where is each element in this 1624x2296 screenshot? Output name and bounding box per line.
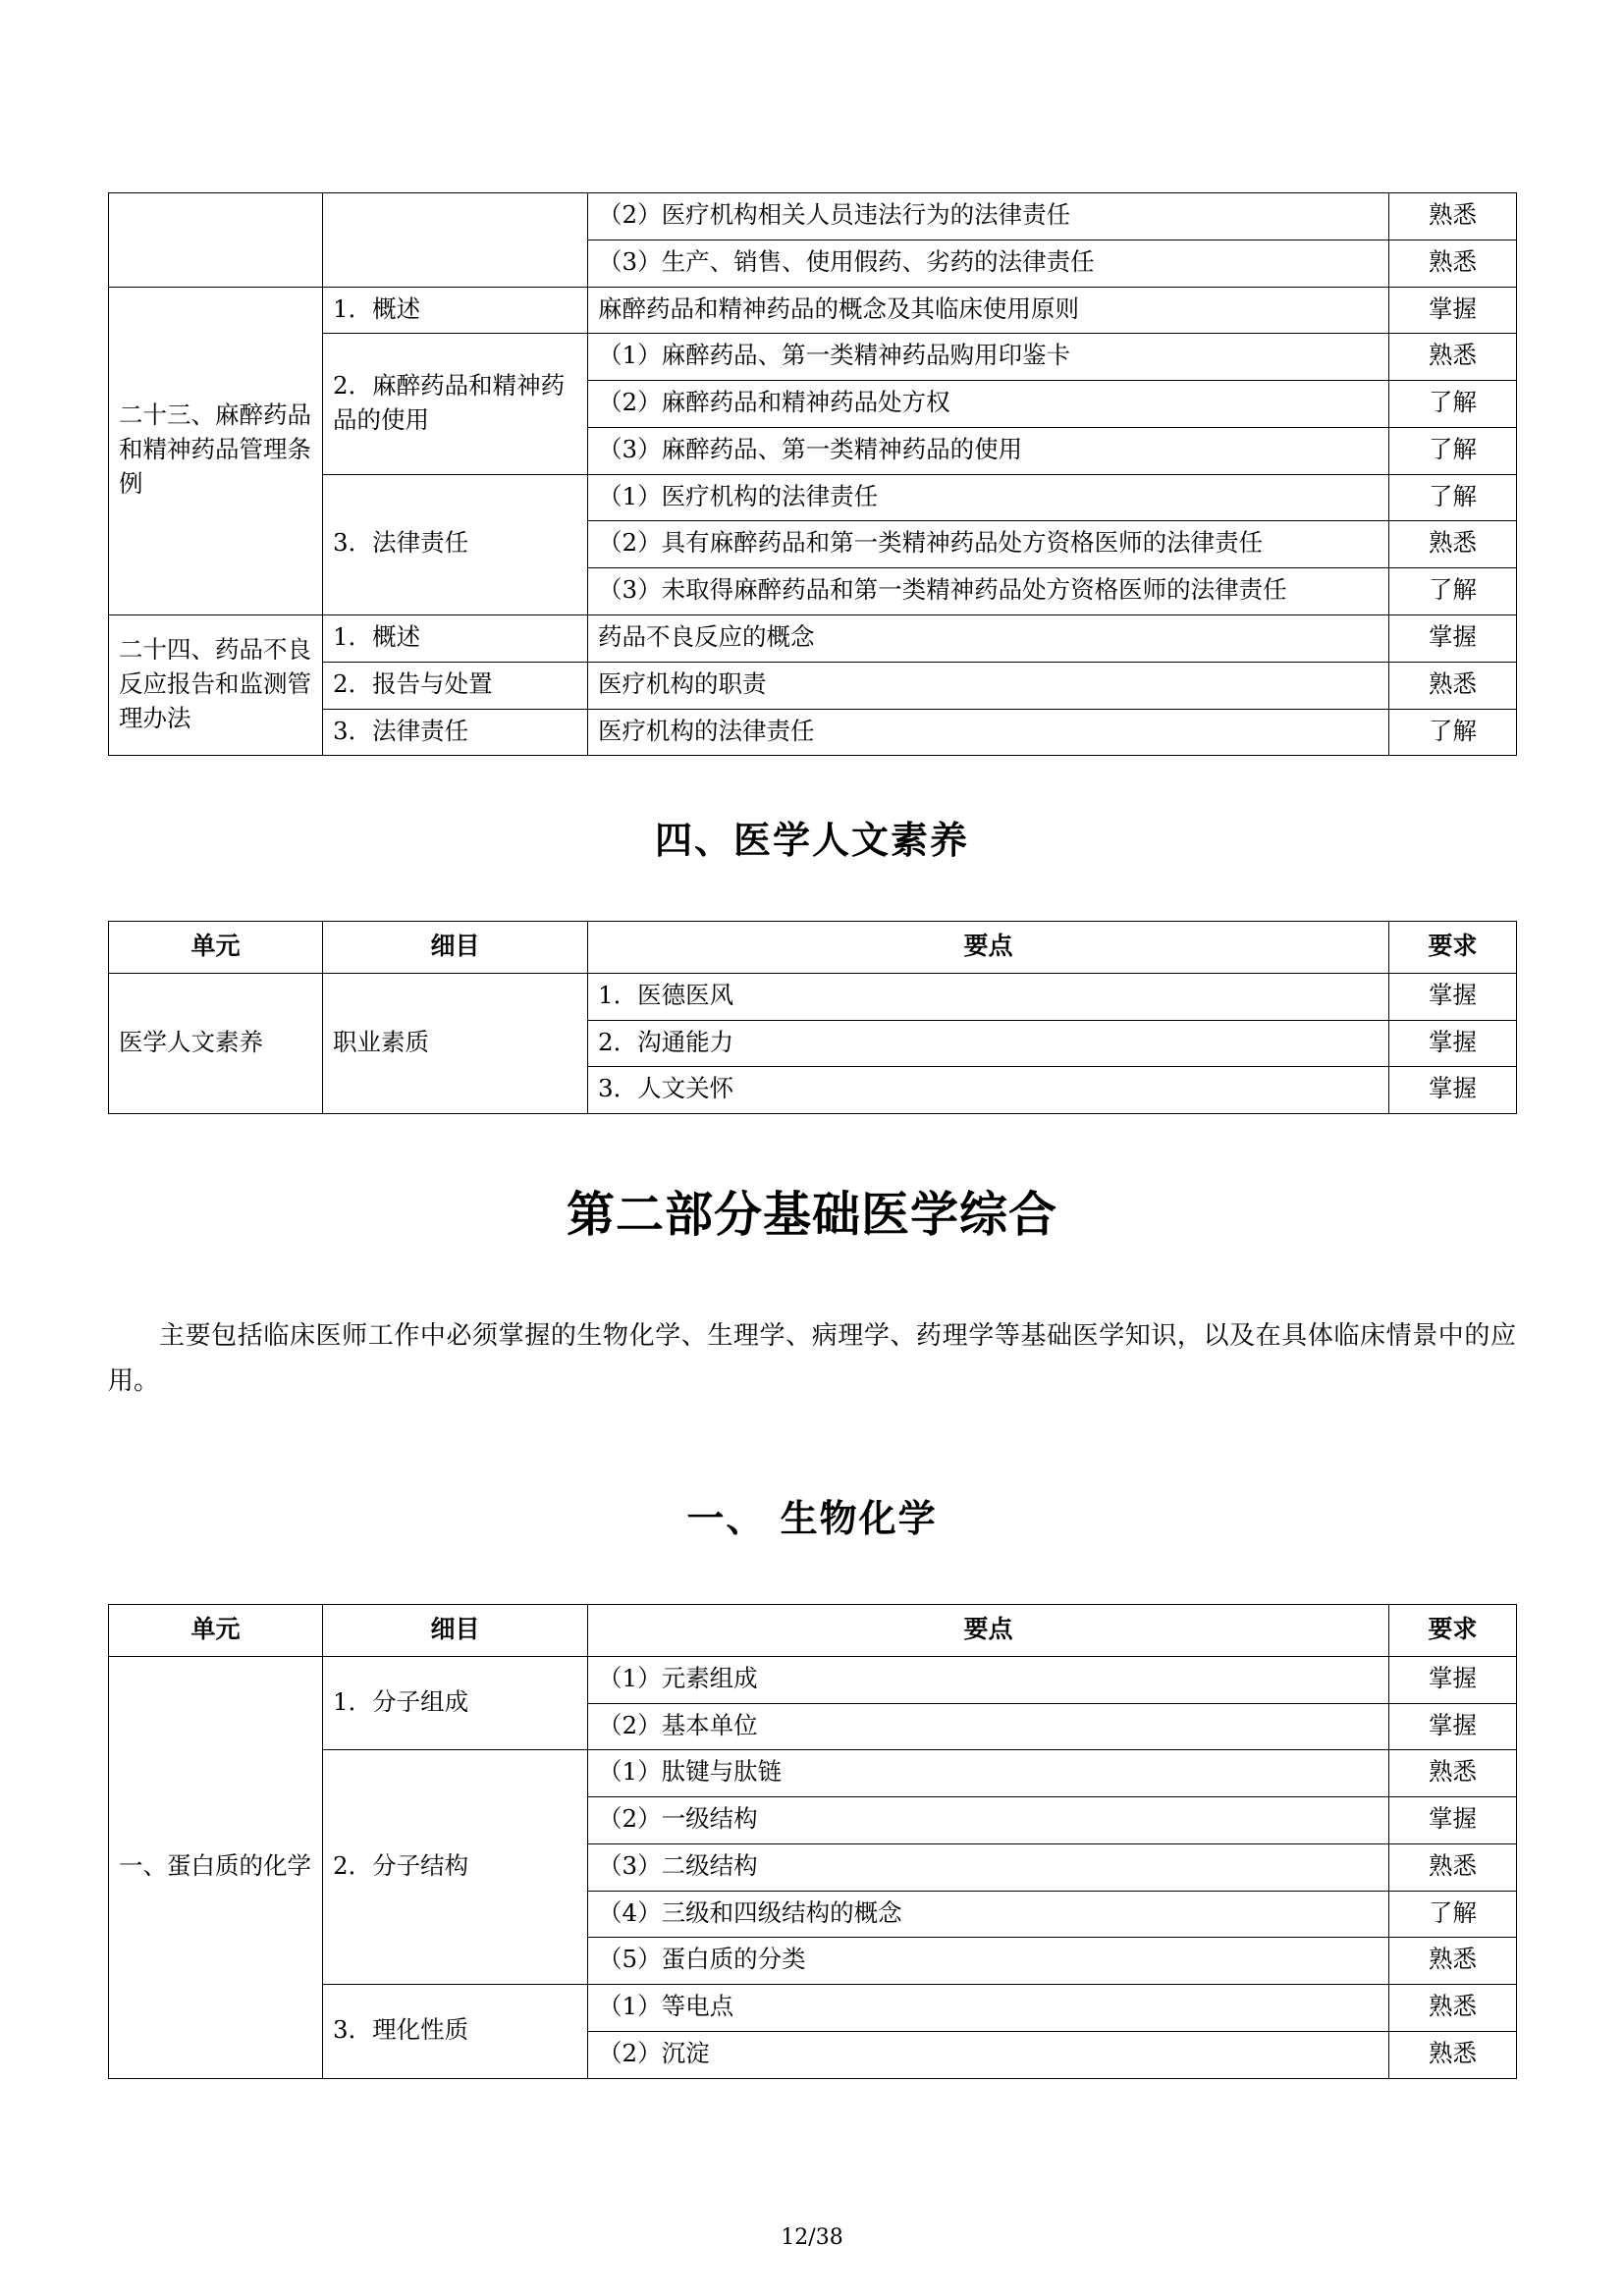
cell-point: （1）肽键与肽链 [588,1750,1389,1797]
spacer-after-biochem-heading [108,1542,1516,1604]
cell-unit-protein-chemistry: 一、蛋白质的化学 [109,1656,323,2078]
cell-requirement: 了解 [1389,1891,1517,1938]
cell-requirement: 熟悉 [1389,521,1517,568]
cell-point: 麻醉药品和精神药品的概念及其临床使用原则 [588,287,1389,334]
cell-detail-molecular-composition: 1．分子组成 [323,1656,588,1750]
table-row [109,193,1517,240]
top-spacer [108,0,1516,192]
spacer-before-biochem-heading [108,1404,1516,1488]
table-row [109,287,1517,334]
cell-point: （2）沉淀 [588,2031,1389,2078]
column-header-detail: 细目 [323,1605,588,1657]
table-row [109,1656,1517,1703]
cell-requirement: 熟悉 [1389,1843,1517,1891]
cell-requirement: 掌握 [1389,1656,1517,1703]
column-header-detail: 细目 [323,922,588,974]
column-header-unit: 单元 [109,922,323,974]
cell-point: （3）未取得麻醉药品和第一类精神药品处方资格医师的法律责任 [588,568,1389,615]
cell-detail-molecular-structure: 2．分子结构 [323,1750,588,1985]
cell-point: 1．医德医风 [588,973,1389,1020]
cell-requirement: 熟悉 [1389,662,1517,709]
syllabus-table-biochemistry [108,1604,1517,2079]
cell-point: （2）基本单位 [588,1703,1389,1750]
cell-detail-23-2: 2．麻醉药品和精神药品的使用 [323,334,588,474]
cell-requirement: 了解 [1389,427,1517,474]
column-header-unit: 单元 [109,1605,323,1657]
cell-requirement: 掌握 [1389,1703,1517,1750]
section-heading-biochemistry: 一、 生物化学 [686,1497,938,1541]
cell-requirement: 掌握 [1389,287,1517,334]
cell-requirement: 了解 [1389,474,1517,521]
cell-detail-empty [323,193,588,288]
cell-point: （5）蛋白质的分类 [588,1938,1389,1985]
cell-point: 医疗机构的法律责任 [588,709,1389,756]
cell-point: 药品不良反应的概念 [588,615,1389,663]
cell-point: （2）一级结构 [588,1797,1389,1844]
table-header-row [109,1605,1517,1657]
cell-point: （1）等电点 [588,1985,1389,2032]
part-two-intro-paragraph: 主要包括临床医师工作中必须掌握的生物化学、生理学、病理学、药理学等基础医学知识，以及在具体临床情景中的应用。 [108,1321,1516,1396]
column-header-point: 要点 [588,922,1389,974]
cell-requirement: 熟悉 [1389,1750,1517,1797]
cell-unit-empty [109,193,323,288]
cell-point: （2）麻醉药品和精神药品处方权 [588,381,1389,428]
cell-point: （3）二级结构 [588,1843,1389,1891]
cell-requirement: 掌握 [1389,1067,1517,1114]
table-row [109,615,1517,663]
cell-requirement: 了解 [1389,568,1517,615]
cell-unit-23: 二十三、麻醉药品和精神药品管理条例 [109,287,323,614]
cell-requirement: 掌握 [1389,1020,1517,1067]
cell-requirement: 了解 [1389,709,1517,756]
spacer-before-humanities-heading [108,756,1516,810]
column-header-point: 要点 [588,1605,1389,1657]
cell-point: （3）生产、销售、使用假药、劣药的法律责任 [588,240,1389,287]
cell-detail-humanities: 职业素质 [323,973,588,1113]
cell-point: （2）医疗机构相关人员违法行为的法律责任 [588,193,1389,240]
section-heading-humanities: 四、医学人文素养 [654,819,969,863]
cell-requirement: 掌握 [1389,615,1517,663]
cell-requirement: 掌握 [1389,973,1517,1020]
column-header-requirement: 要求 [1389,922,1517,974]
cell-detail-24-2: 2．报告与处置 [323,662,588,709]
cell-point: 医疗机构的职责 [588,662,1389,709]
cell-requirement: 熟悉 [1389,193,1517,240]
column-header-requirement: 要求 [1389,1605,1517,1657]
cell-unit-24: 二十四、药品不良反应报告和监测管理办法 [109,615,323,756]
cell-point: 3．人文关怀 [588,1067,1389,1114]
cell-point: （1）麻醉药品、第一类精神药品购用印鉴卡 [588,334,1389,381]
syllabus-table-humanities [108,921,1517,1114]
cell-detail-23-1: 1．概述 [323,287,588,334]
part-two-heading: 第二部分基础医学综合 [566,1187,1057,1244]
cell-requirement: 熟悉 [1389,240,1517,287]
cell-requirement: 熟悉 [1389,1938,1517,1985]
cell-point: 2．沟通能力 [588,1020,1389,1067]
table-row [109,973,1517,1020]
cell-point: （4）三级和四级结构的概念 [588,1891,1389,1938]
cell-requirement: 熟悉 [1389,1985,1517,2032]
cell-requirement: 掌握 [1389,1797,1517,1844]
cell-requirement: 了解 [1389,381,1517,428]
page-number-footer: 12/38 [781,2225,843,2250]
cell-detail-physicochemical: 3．理化性质 [323,1985,588,2079]
cell-requirement: 熟悉 [1389,334,1517,381]
cell-unit-humanities: 医学人文素养 [109,973,323,1113]
cell-requirement: 熟悉 [1389,2031,1517,2078]
cell-point: （2）具有麻醉药品和第一类精神药品处方资格医师的法律责任 [588,521,1389,568]
spacer-after-humanities-heading [108,864,1516,921]
syllabus-table-regulations [108,192,1517,756]
cell-detail-24-3: 3．法律责任 [323,709,588,756]
spacer-after-part-heading [108,1246,1516,1314]
cell-point: （3）麻醉药品、第一类精神药品的使用 [588,427,1389,474]
cell-detail-23-3: 3．法律责任 [323,474,588,614]
spacer-before-part-heading [108,1114,1516,1177]
cell-point: （1）元素组成 [588,1656,1389,1703]
cell-detail-24-1: 1．概述 [323,615,588,663]
table-header-row [109,922,1517,974]
cell-point: （1）医疗机构的法律责任 [588,474,1389,521]
